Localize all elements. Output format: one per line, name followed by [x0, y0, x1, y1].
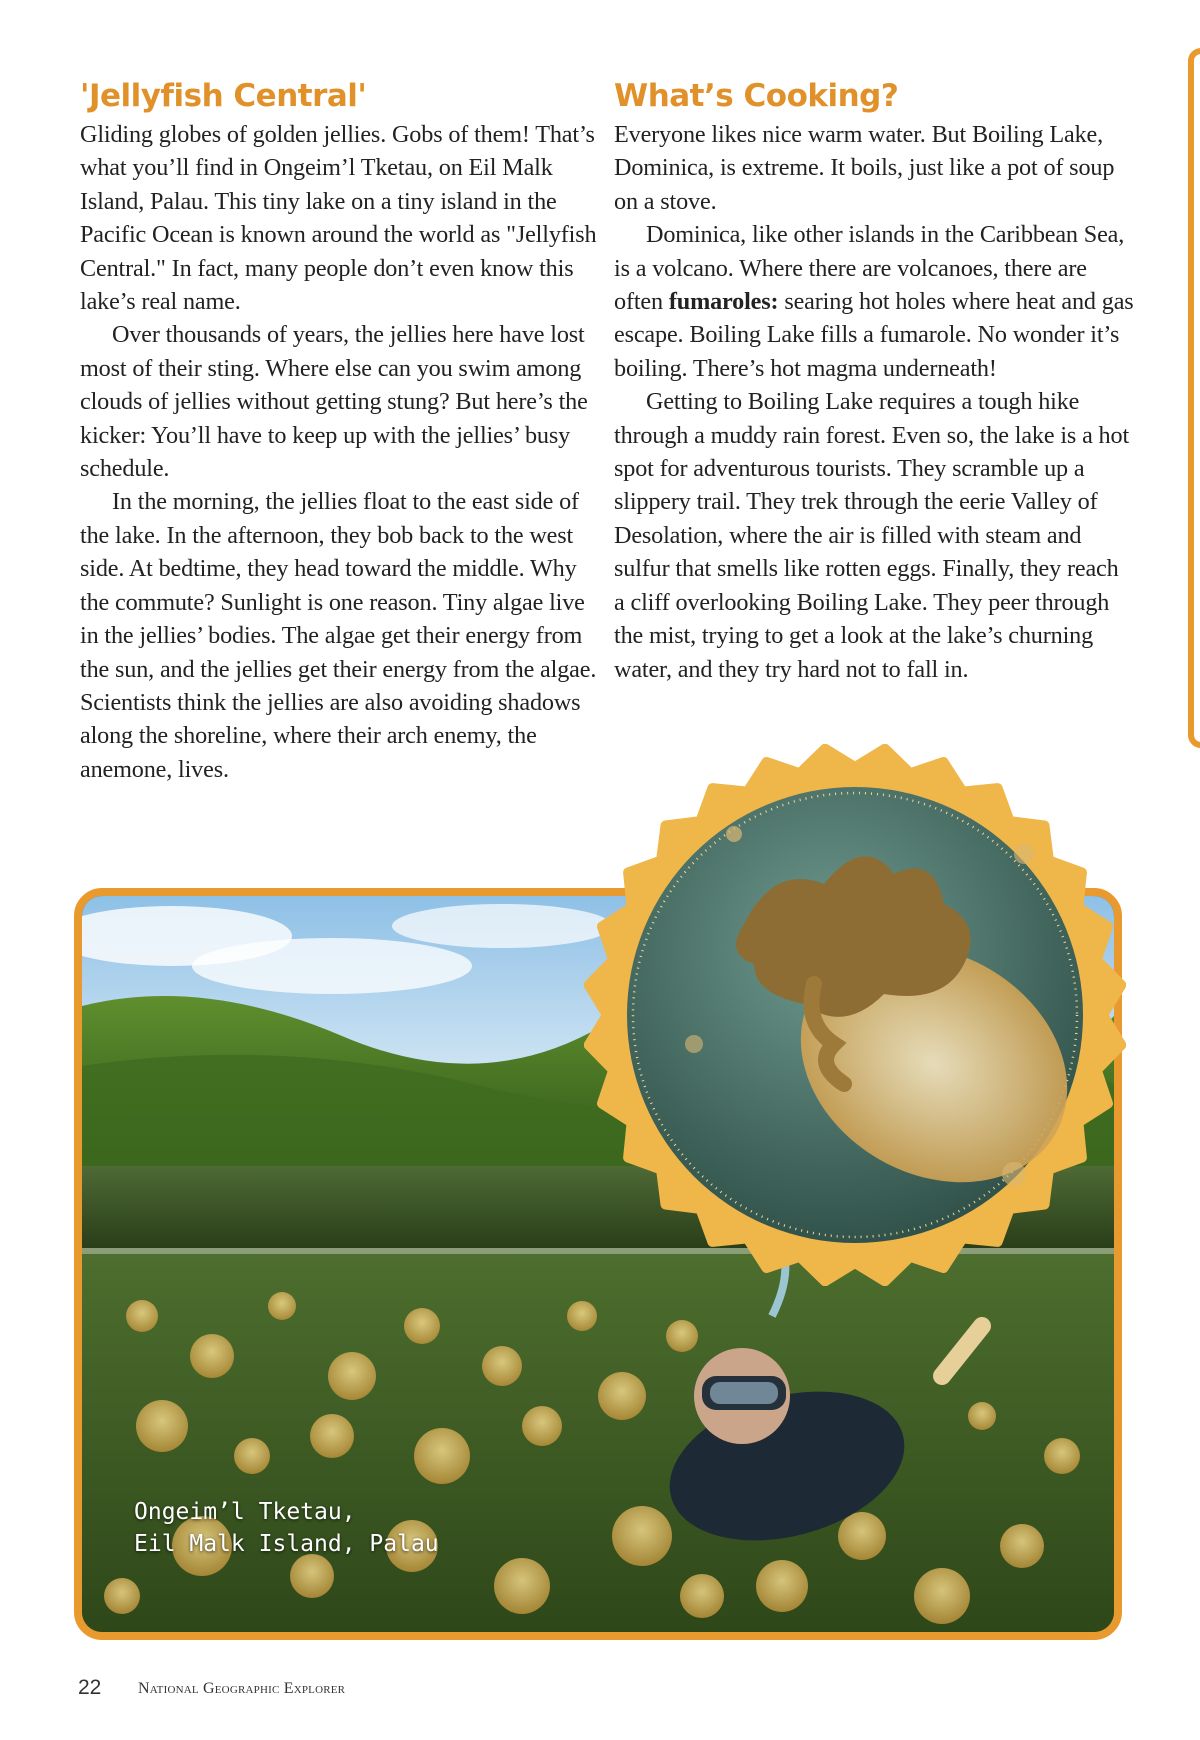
- page-number: 22: [78, 1676, 102, 1699]
- caption-line: Eil Malk Island, Palau: [134, 1531, 439, 1557]
- paragraph-text: Dominica, like other islands in the Caribbean Sea, is a volcano. Where there are volcanoes, there are often: [614, 221, 1125, 316]
- paragraph-text: searing hot holes where heat and gas escape. Boiling Lake fills a fumarole. No wonder it’s boiling. There’s hot magma underneath!: [614, 288, 1134, 382]
- page-edge-tab: [1188, 48, 1200, 748]
- photo-caption: [134, 1496, 439, 1560]
- article-paragraph: Gliding globes of golden jellies. Gobs of them! That’s what you’ll find in Ongeim’l Tketau, on Eil Malk Island, Palau. This tiny lake on a tiny island in the Pacific Ocean is known around the world as "Jellyfish Central." In fact, many people don’t even know this lake’s real name.: [80, 121, 597, 316]
- article-paragraph: Getting to Boiling Lake requires a tough hike through a muddy rain forest. Even so, the lake is a hot spot for adventurous tourists. They scramble up a slippery trail. They trek through the eerie Valley of Desolation, where the air is filled with steam and sulfur that smells like rotten eggs. Finally, they reach a cliff overlooking Boiling Lake. They peer through the mist, trying to get a look at the lake’s churning water, and they try hard not to fall in.: [614, 388, 1130, 683]
- article-heading: 'Jellyfish Central': [80, 78, 367, 114]
- article-paragraph: Everyone likes nice warm water. But Boiling Lake, Dominica, is extreme. It boils, just like a pot of soup on a stove.: [614, 121, 1115, 215]
- publication-title: National Geographic Explorer: [138, 1680, 346, 1697]
- article-jellyfish-central: [80, 76, 608, 786]
- jellyfish-badge: [584, 744, 1126, 1286]
- article-heading: What’s Cooking?: [614, 78, 899, 114]
- article-whats-cooking: [614, 76, 1134, 686]
- caption-line: Ongeim’l Tketau,: [134, 1499, 356, 1525]
- article-paragraph: Over thousands of years, the jellies here have lost most of their sting. Where else can you swim among clouds of jellies without getting stung? But here’s the kicker: You’ll have to keep up with the jellies’ busy schedule.: [80, 321, 588, 483]
- glossary-term: fumaroles:: [668, 288, 779, 316]
- article-paragraph: [614, 218, 1134, 385]
- article-paragraph: In the morning, the jellies float to the east side of the lake. In the afternoon, they bob back to the west side. At bedtime, they head toward the middle. Why the commute? Sunlight is one reason. Tiny algae live in the jellies’ bodies. The algae get their energy from the sun, and the jellies get their energy from the algae. Scientists think the jellies are also avoiding shadows along the shoreline, where their arch enemy, the anemone, lives.: [80, 488, 597, 783]
